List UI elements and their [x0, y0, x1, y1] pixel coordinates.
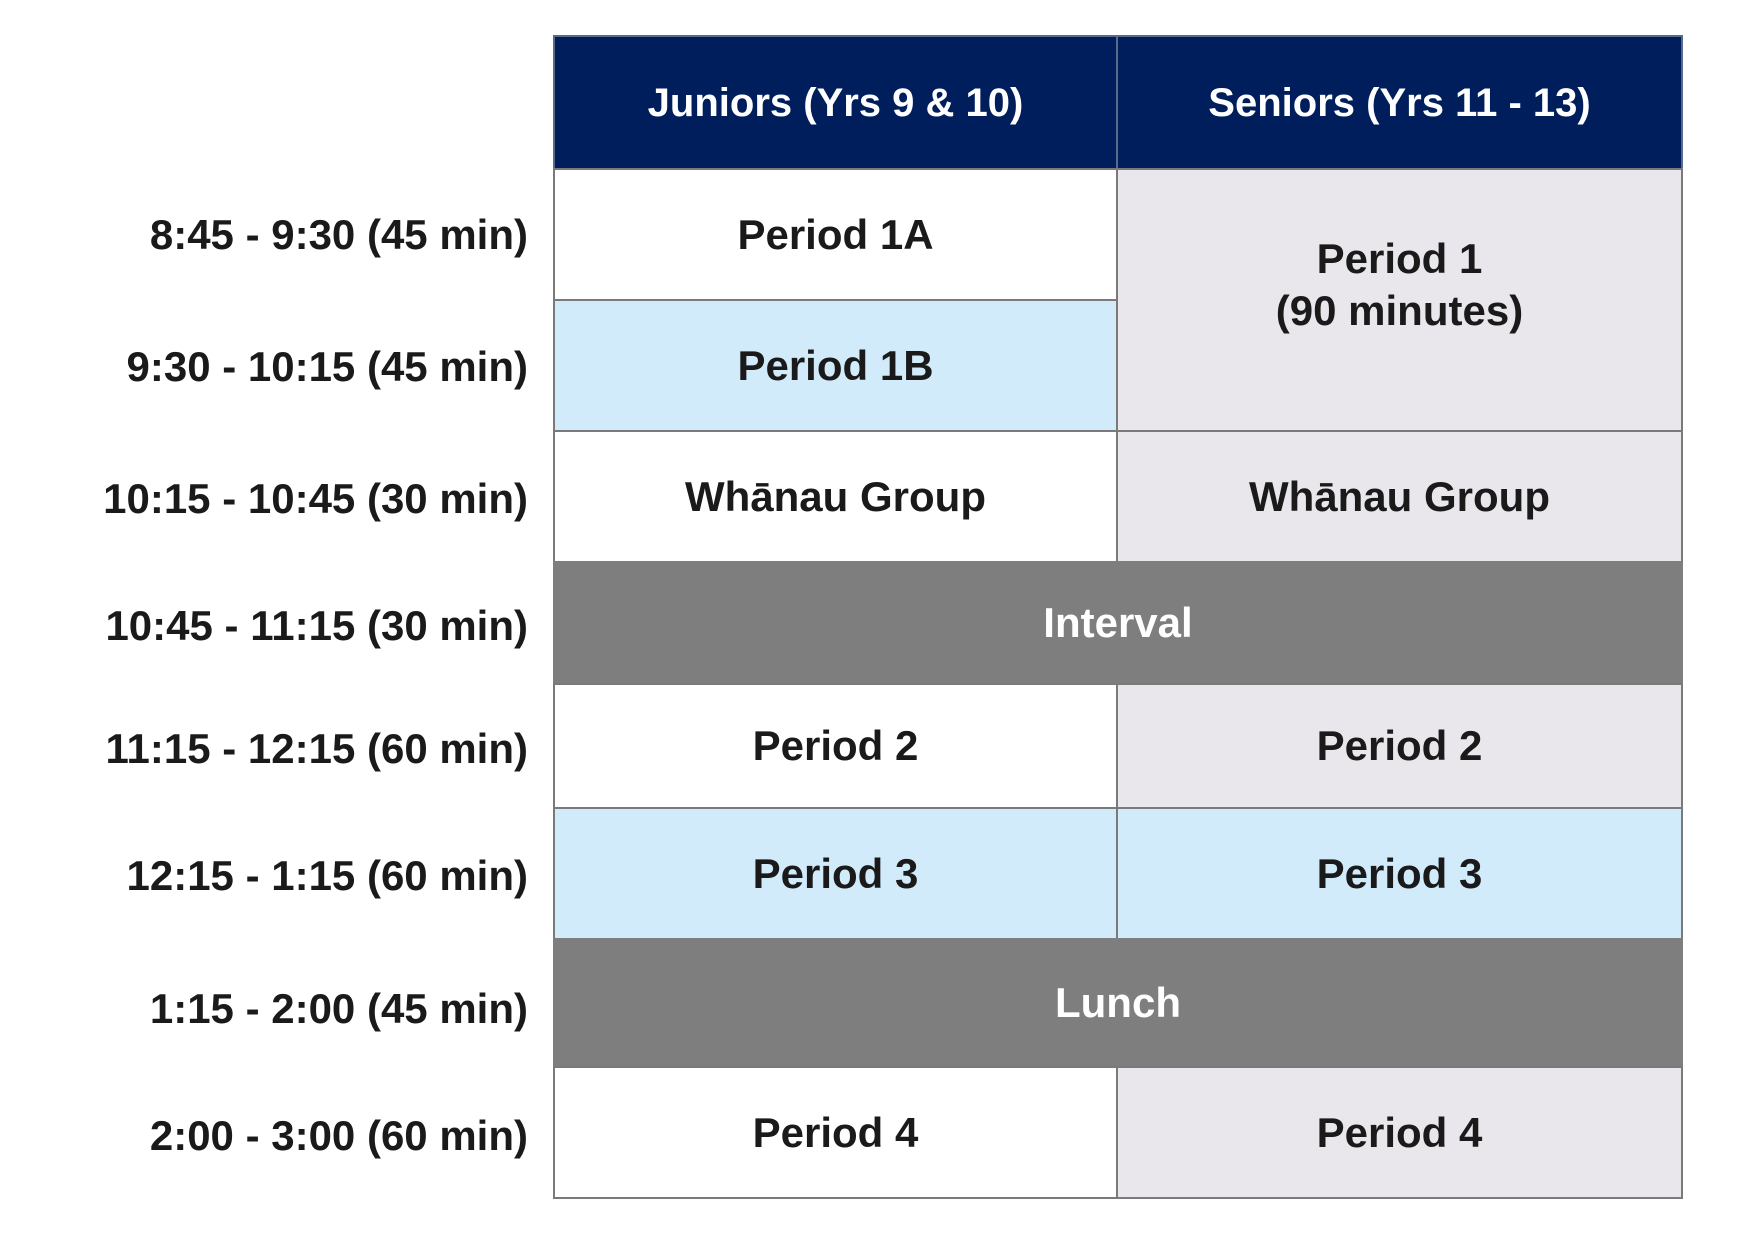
seniors-period-3: Period 3: [1116, 807, 1683, 940]
header-seniors: Seniors (Yrs 11 - 13): [1116, 35, 1683, 170]
time-label-7: 1:15 - 2:00 (45 min): [149, 985, 528, 1032]
juniors-whanau-group: Whānau Group: [553, 430, 1118, 563]
juniors-period-2: Period 2: [553, 683, 1118, 809]
time-label-1: 8:45 - 9:30 (45 min): [149, 211, 528, 258]
time-label-4: 10:45 - 11:15 (30 min): [105, 602, 528, 649]
seniors-period-1: [1116, 168, 1683, 432]
time-label-2: 9:30 - 10:15 (45 min): [126, 343, 528, 390]
time-label-6: 12:15 - 1:15 (60 min): [126, 852, 528, 899]
seniors-period-1-title: Period 1: [1316, 235, 1483, 282]
seniors-period-1-duration: (90 minutes): [1275, 287, 1524, 334]
lunch-break: Lunch: [553, 938, 1683, 1068]
header-juniors: Juniors (Yrs 9 & 10): [553, 35, 1118, 170]
seniors-period-4: Period 4: [1116, 1066, 1683, 1199]
time-label-8: 2:00 - 3:00 (60 min): [149, 1112, 528, 1159]
seniors-whanau-group: Whānau Group: [1116, 430, 1683, 563]
interval-break: Interval: [553, 561, 1683, 685]
juniors-period-1a: Period 1A: [553, 168, 1118, 301]
juniors-period-4: Period 4: [553, 1066, 1118, 1199]
juniors-period-1b: Period 1B: [553, 299, 1118, 432]
juniors-period-3: Period 3: [553, 807, 1118, 940]
seniors-period-2: Period 2: [1116, 683, 1683, 809]
time-label-5: 11:15 - 12:15 (60 min): [105, 725, 528, 772]
time-label-3: 10:15 - 10:45 (30 min): [103, 475, 528, 522]
